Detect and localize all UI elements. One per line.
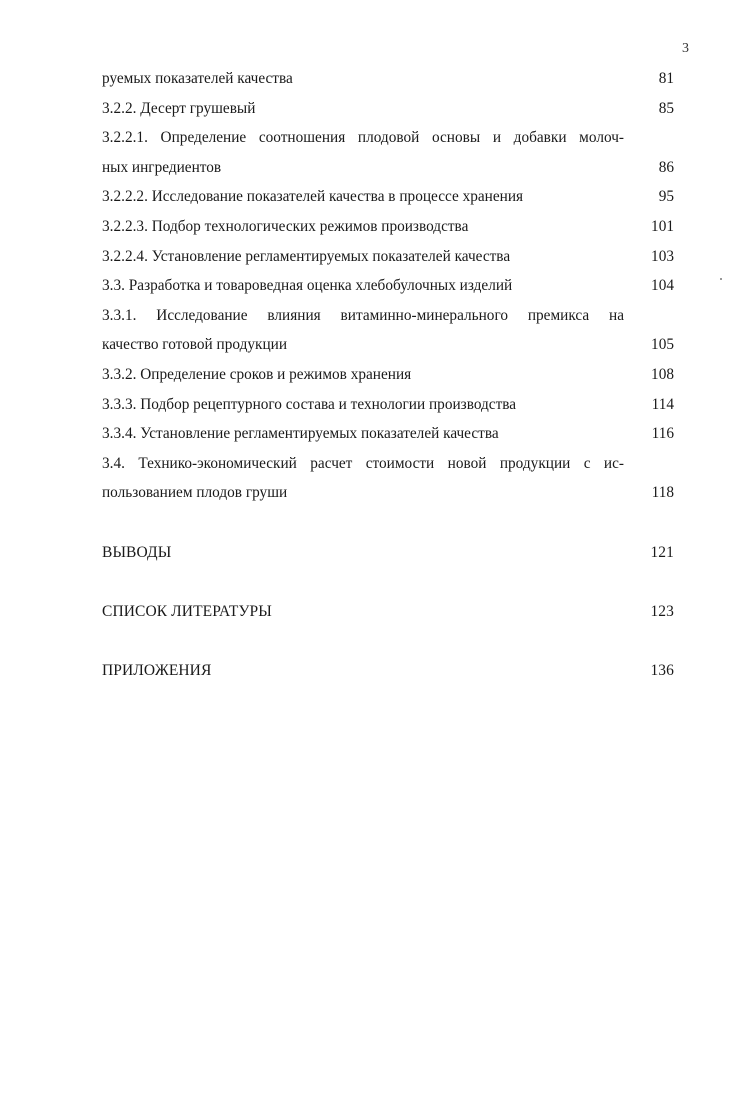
toc-entry-title-continued: пользованием плодов груши bbox=[102, 484, 288, 502]
section-spacer bbox=[102, 508, 676, 538]
toc-entry-page: 101 bbox=[651, 217, 674, 235]
toc-entry-page: 105 bbox=[651, 336, 674, 354]
toc-entry-line-1 bbox=[102, 301, 676, 331]
toc-entry-title: 3.2.2. Десерт грушевый bbox=[102, 99, 256, 117]
toc-entry-line-1 bbox=[102, 123, 676, 153]
toc-entry-page: 121 bbox=[650, 543, 674, 561]
table-of-contents bbox=[102, 64, 676, 685]
toc-entry bbox=[102, 94, 676, 124]
toc-entry-page: 85 bbox=[658, 99, 674, 117]
toc-entry-title: ПРИЛОЖЕНИЯ bbox=[102, 661, 212, 679]
toc-entry-title: ВЫВОДЫ bbox=[102, 543, 172, 561]
toc-entry-line-2 bbox=[102, 330, 676, 360]
toc-entry-page: 116 bbox=[651, 425, 674, 443]
toc-entry-title: СПИСОК ЛИТЕРАТУРЫ bbox=[102, 602, 272, 620]
section-spacer bbox=[102, 567, 676, 597]
toc-entry bbox=[102, 212, 676, 242]
toc-entry-title: 3.3.2. Определение сроков и режимов хранения bbox=[102, 365, 412, 383]
toc-entry-title: 3.3.3. Подбор рецептурного состава и технологии производства bbox=[102, 395, 517, 413]
toc-entry bbox=[102, 390, 676, 420]
toc-entry-page: 81 bbox=[658, 70, 674, 87]
toc-entry-line-2 bbox=[102, 153, 676, 183]
toc-entry bbox=[102, 242, 676, 272]
toc-entry bbox=[102, 419, 676, 449]
toc-entry-title: 3.2.2.2. Исследование показателей качества в процессе хранения bbox=[102, 188, 524, 206]
section-spacer bbox=[102, 626, 676, 656]
toc-entry-title-continued: ных ингредиентов bbox=[102, 158, 222, 176]
toc-entry-title: 3.4. Технико-экономический расчет стоимости новой продукции с ис- bbox=[102, 454, 624, 472]
toc-entry bbox=[102, 64, 676, 94]
toc-entry-title: 3.2.2.1. Определение соотношения плодовой основы и добавки молоч- bbox=[102, 129, 624, 147]
toc-entry bbox=[102, 182, 676, 212]
toc-entry-title-continued: качество готовой продукции bbox=[102, 336, 288, 354]
toc-entry-page: 118 bbox=[651, 484, 674, 502]
toc-entry-page: 95 bbox=[658, 188, 674, 206]
toc-entry-page: 108 bbox=[651, 365, 674, 383]
toc-entry bbox=[102, 360, 676, 390]
toc-entry-title: 3.3.1. Исследование влияния витаминно-минерального премикса на bbox=[102, 306, 624, 324]
toc-entry-page: 136 bbox=[650, 661, 674, 679]
toc-entry-conclusions bbox=[102, 538, 676, 568]
toc-entry-line-2 bbox=[102, 478, 676, 508]
scan-speck bbox=[720, 278, 722, 280]
toc-entry-line-1 bbox=[102, 449, 676, 479]
toc-entry-title: руемых показателей качества bbox=[102, 70, 293, 87]
toc-entry-page: 104 bbox=[651, 277, 674, 295]
toc-entry-page: 123 bbox=[650, 602, 674, 620]
toc-entry-title: 3.3.4. Установление регламентируемых показателей качества bbox=[102, 425, 499, 443]
toc-entry-title: 3.2.2.3. Подбор технологических режимов производства bbox=[102, 217, 469, 235]
toc-entry-page: 114 bbox=[651, 395, 674, 413]
toc-entry-title: 3.2.2.4. Установление регламентируемых показателей качества bbox=[102, 247, 511, 265]
toc-entry-appendices bbox=[102, 656, 676, 686]
toc-entry-page: 103 bbox=[651, 247, 674, 265]
toc-entry-references bbox=[102, 597, 676, 627]
page-number: 3 bbox=[682, 41, 689, 56]
toc-entry-page: 86 bbox=[658, 158, 674, 176]
toc-entry bbox=[102, 271, 676, 301]
toc-entry-title: 3.3. Разработка и товароведная оценка хлебобулочных изделий bbox=[102, 277, 513, 295]
